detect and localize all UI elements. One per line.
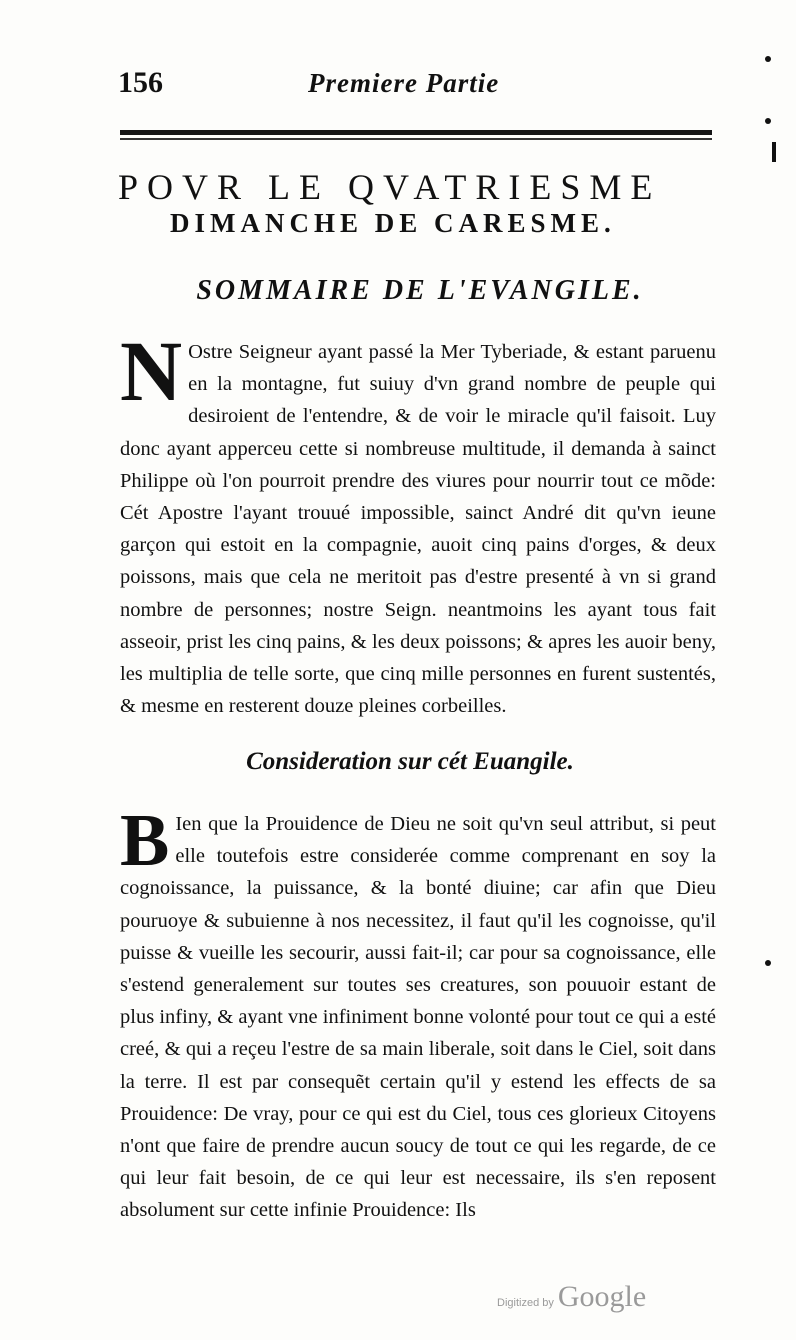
consideration-text: Ien que la Prouidence de Dieu ne soit qu'vn seul attribut, si peut elle toutefois estre considerée comme comprenant en soy la cognoissance, la puissance, & la bonté diuine; car afin que Dieu pouruoye & subuienne à nos necessitez, il faut qu'il les cognoisse, qu'il puisse & vueille les secourir, aussi fait-il; car pour sa cognoissance, elle s'estend generalement sur toutes ses creatures, son pouuoir estant de plus infiny, & ayant vne infiniment bonne volonté pour tout ce qui a esté creé, & qui a reçeu l'estre de sa main liberale, soit dans le Ciel, soit dans la terre. Il est par consequẽt certain qu'il y estend les effects de sa Prouidence: De vray, pour ce qui est du Ciel, tous ces glorieux Citoyens n'ont que faire de prendre aucun soucy de tout ce qui les regarde, de ce qui leur fait besoin, de ce qui leur est necessaire, ils s'en reposent absolument sur cette infinie Prouidence: Ils (120, 813, 716, 1222)
header-rule-thin (120, 138, 712, 140)
digitized-watermark (497, 1280, 697, 1314)
watermark-prefix: Digitized by (497, 1297, 554, 1309)
margin-mark (772, 142, 776, 162)
margin-mark (765, 56, 771, 62)
summary-heading: SOMMAIRE DE L'EVANGILE. (196, 275, 644, 306)
consideration-paragraph (120, 800, 716, 1227)
page-header (118, 66, 718, 106)
summary-dropcap: N (120, 323, 183, 419)
chapter-title-line2: DIMANCHE DE CARESME. (170, 208, 616, 238)
summary-paragraph (120, 323, 716, 722)
margin-mark (765, 960, 771, 966)
summary-text: Ostre Seigneur ayant passé la Mer Tyberiade, & estant paruenu en la montagne, fut suiuy d'vn grand nombre de peuple qui desiroient de l'entendre, & de voir le miracle qu'il faisoit. Luy donc ayant apperceu cette si nombreuse multitude, il demanda à sainct Philippe où l'on pourroit prendre des viures pour nourrir tout ce mõde: Cét Apostre l'ayant trouué impossible, sainct André dit qu'vn ieune garçon qui estoit en la compagnie, auoit cinq pains d'orges, & deux poissons, mais que cela ne meritoit pas d'estre presenté à vn si grand nombre de personnes; nostre Seign. neantmoins les ayant tous fait asseoir, prist les cinq pains, & les deux poissons; & apres les auoir beny, les multiplia de telle sorte, que cinq mille personnes en furent sustentés, & mesme en resterent douze pleines corbeilles. (120, 341, 716, 718)
google-logo: Google (557, 1280, 647, 1313)
consideration-heading: Consideration sur cét Euangile. (246, 748, 574, 775)
page-number: 156 (118, 66, 163, 99)
margin-mark (765, 118, 771, 124)
chapter-title-line1: POVR LE QVATRIESME (118, 167, 662, 207)
header-rule (120, 130, 712, 135)
consideration-dropcap: B (120, 800, 170, 882)
running-head: Premiere Partie (308, 68, 500, 98)
